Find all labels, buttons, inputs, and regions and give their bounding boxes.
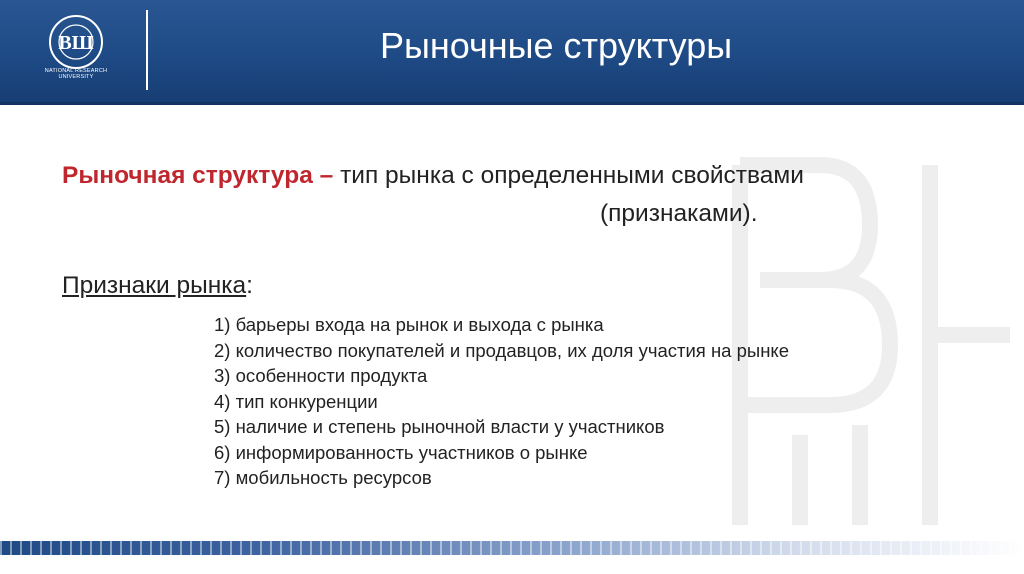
list-item: 1) барьеры входа на рынок и выхода с рынка [214, 314, 604, 335]
page-title: Рыночные структуры [380, 25, 733, 66]
list-item: 5) наличие и степень рыночной власти у участников [214, 416, 665, 437]
footer-gradient-bar [0, 541, 1024, 555]
signs-heading-text: Признаки рынка [62, 272, 247, 299]
list-item: 6) информированность участников о рынке [214, 441, 588, 463]
hse-logo-icon [26, 12, 126, 92]
signs-heading [62, 270, 253, 302]
header-divider [146, 10, 148, 90]
definition-term: Рыночная структура – [62, 162, 334, 189]
logo-caption: NATIONAL RESEARCH UNIVERSITY [44, 68, 108, 80]
market-features-list [214, 312, 789, 491]
header-bar [0, 0, 1024, 102]
definition-text [62, 160, 992, 192]
definition-body: тип рынка с определенными свойствами [333, 162, 804, 189]
svg-text:ВШ: ВШ [58, 32, 94, 54]
list-item: 3) особенности продукта [214, 365, 428, 386]
footer-bar-ticks [0, 541, 1024, 555]
list-item: 2) количество покупателей и продавцов, их доля участия на рынке [214, 339, 789, 361]
list-item: 4) тип конкуренции [214, 390, 378, 412]
definition-body-line2: (признаками). [600, 200, 758, 227]
signs-heading-colon: : [246, 272, 253, 299]
list-item: 7) мобильность ресурсов [214, 467, 432, 488]
